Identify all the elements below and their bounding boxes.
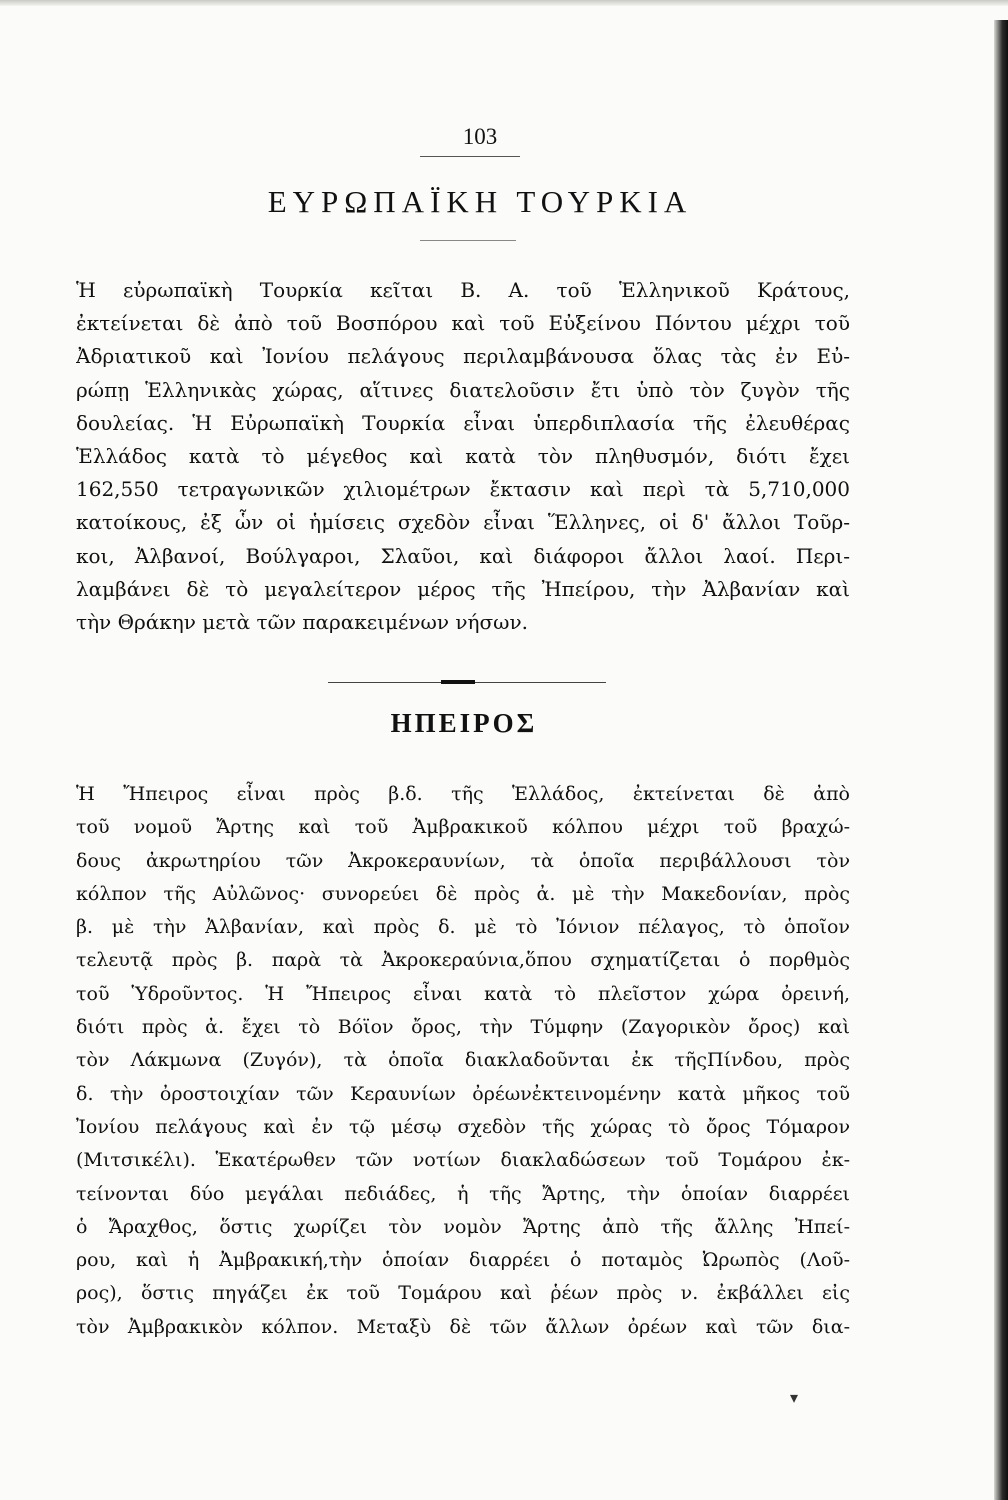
text-line: Ἰονίου πελάγους καὶ ἐν τῷ μέσῳ σχεδὸν τῆς χώρας τὸ ὄρος Τόμαρον [76, 1115, 850, 1138]
chapter-title: ΕΥΡΩΠΑΪΚΗ ΤΟΥΡΚΙΑ [267, 184, 693, 219]
text-line: τελευτᾷ πρὸς β. παρὰ τὰ Ἀκροκεραύνια,ὅπου σχηματίζεται ὁ πορθμὸς [76, 949, 850, 972]
text-line: τοῦ νομοῦ Ἄρτης καὶ τοῦ Ἀμβρακικοῦ κόλπου μέχρι τοῦ βραχώ- [76, 816, 850, 839]
text-line: ρου, καὶ ἡ Ἀμβρακική,τὴν ὁποίαν διαρρέει ὁ ποταμὸς Ὠρωπὸς (Λοῦ- [76, 1249, 850, 1272]
text-line: διότι πρὸς ἀ. ἔχει τὸ Βόϊον ὄρος, τὴν Τύμφην (Ζαγορικὸν ὄρος) καὶ [76, 1016, 850, 1039]
text-line: ὁ Ἄραχθος, ὅστις χωρίζει τὸν νομὸν Ἄρτης ἀπὸ τῆς ἄλλης Ἠπεί- [76, 1215, 850, 1238]
page-right-edge-shadow [994, 20, 1008, 1500]
page-top-edge-shadow [0, 0, 1008, 6]
text-line: Ἀδριατικοῦ καὶ Ἰονίου πελάγους περιλαμβάνουσα ὅλας τὰς ἐν Εὐ- [76, 344, 850, 369]
page-number: 103 [462, 124, 498, 149]
text-line: (Μιτσικέλι). Ἑκατέρωθεν τῶν νοτίων διακλαδώσεων τοῦ Τομάρου ἐκ- [76, 1149, 850, 1172]
intro-paragraph [76, 274, 850, 639]
text-line: δ. τὴν ὀροστοιχίαν τῶν Κεραυνίων ὀρέωνἐκτεινομένην κατὰ μῆκος τοῦ [76, 1082, 850, 1105]
text-line: ρώπῃ Ἑλληνικὰς χώρας, αἵτινες διατελοῦσιν ἔτι ὑπὸ τὸν ζυγὸν τῆς [76, 377, 850, 402]
section-paragraph [76, 778, 850, 1344]
text-line: τοῦ Ὑδροῦντος. Ἡ Ἤπειρος εἶναι κατὰ τὸ πλεῖστον χώρα ὀρεινή, [76, 982, 850, 1005]
text-line: δουλείας. Ἡ Εὐρωπαϊκὴ Τουρκία εἶναι ὑπερδιπλασία τῆς ἐλευθέρας [76, 410, 850, 435]
text-line: τὸν Ἀμβρακικὸν κόλπον. Μεταξὺ δὲ τῶν ἄλλων ὀρέων καὶ τῶν δια- [76, 1315, 850, 1338]
text-line: Ἡ Ἤπειρος εἶναι πρὸς β.δ. τῆς Ἑλλάδος, ἐκτείνεται δὲ ἀπὸ [76, 783, 850, 805]
text-line: λαμβάνει δὲ τὸ μεγαλείτερον μέρος τῆς Ἠπείρου, τὴν Ἀλβανίαν καὶ [76, 576, 850, 601]
printer-mark: ▾ [790, 1388, 799, 1407]
separator-ornament [441, 680, 475, 684]
text-line: ἐκτείνεται δὲ ἀπὸ τοῦ Βοσπόρου καὶ τοῦ Εὐξείνου Πόντου μέχρι τοῦ [76, 311, 850, 336]
text-line: β. μὲ τὴν Ἀλβανίαν, καὶ πρὸς δ. μὲ τὸ Ἰόνιον πέλαγος, τὸ ὁποῖον [76, 916, 850, 939]
text-line: Ἡ εὐρωπαϊκὴ Τουρκία κεῖται Β. Α. τοῦ Ἑλληνικοῦ Κράτους, [76, 278, 850, 302]
page-number-rule [420, 156, 520, 157]
section-heading: ΗΠΕΙΡΟΣ [390, 708, 538, 738]
text-line: ρος), ὅστις πηγάζει ἐκ τοῦ Τομάρου καὶ ῥέων πρὸς ν. ἐκβάλλει εἰς [76, 1282, 850, 1305]
text-line: δους ἀκρωτηρίου τῶν Ἀκροκεραυνίων, τὰ ὁποῖα περιβάλλουσι τὸν [76, 849, 850, 872]
text-line: τείνονται δύο μεγάλαι πεδιάδες, ἡ τῆς Ἄρτης, τὴν ὁποίαν διαρρέει [76, 1182, 850, 1205]
text-line: Ἑλλάδος κατὰ τὸ μέγεθος καὶ κατὰ τὸν πληθυσμόν, διότι ἔχει [76, 443, 850, 468]
text-line: 162,550 τετραγωνικῶν χιλιομέτρων ἔκτασιν καὶ περὶ τὰ 5,710,000 [76, 477, 850, 502]
text-line: τὸν Λάκμωνα (Ζυγόν), τὰ ὁποῖα διακλαδοῦνται ἐκ τῆςΠίνδου, πρὸς [76, 1049, 850, 1072]
text-line: κοι, Ἀλβανοί, Βούλγαροι, Σλαῦοι, καὶ διάφοροι ἄλλοι λαοί. Περι- [76, 543, 850, 568]
text-line: κόλπον τῆς Αὐλῶνος· συνορεύει δὲ πρὸς ἀ. μὲ τὴν Μακεδονίαν, πρὸς [76, 882, 850, 905]
text-line: κατοίκους, ἐξ ὧν οἱ ἡμίσεις σχεδὸν εἶναι Ἕλληνες, οἱ δ' ἄλλοι Τοῦρ- [76, 510, 850, 535]
title-rule [420, 240, 516, 241]
text-line: τὴν Θράκην μετὰ τῶν παρακειμένων νήσων. [76, 609, 528, 634]
